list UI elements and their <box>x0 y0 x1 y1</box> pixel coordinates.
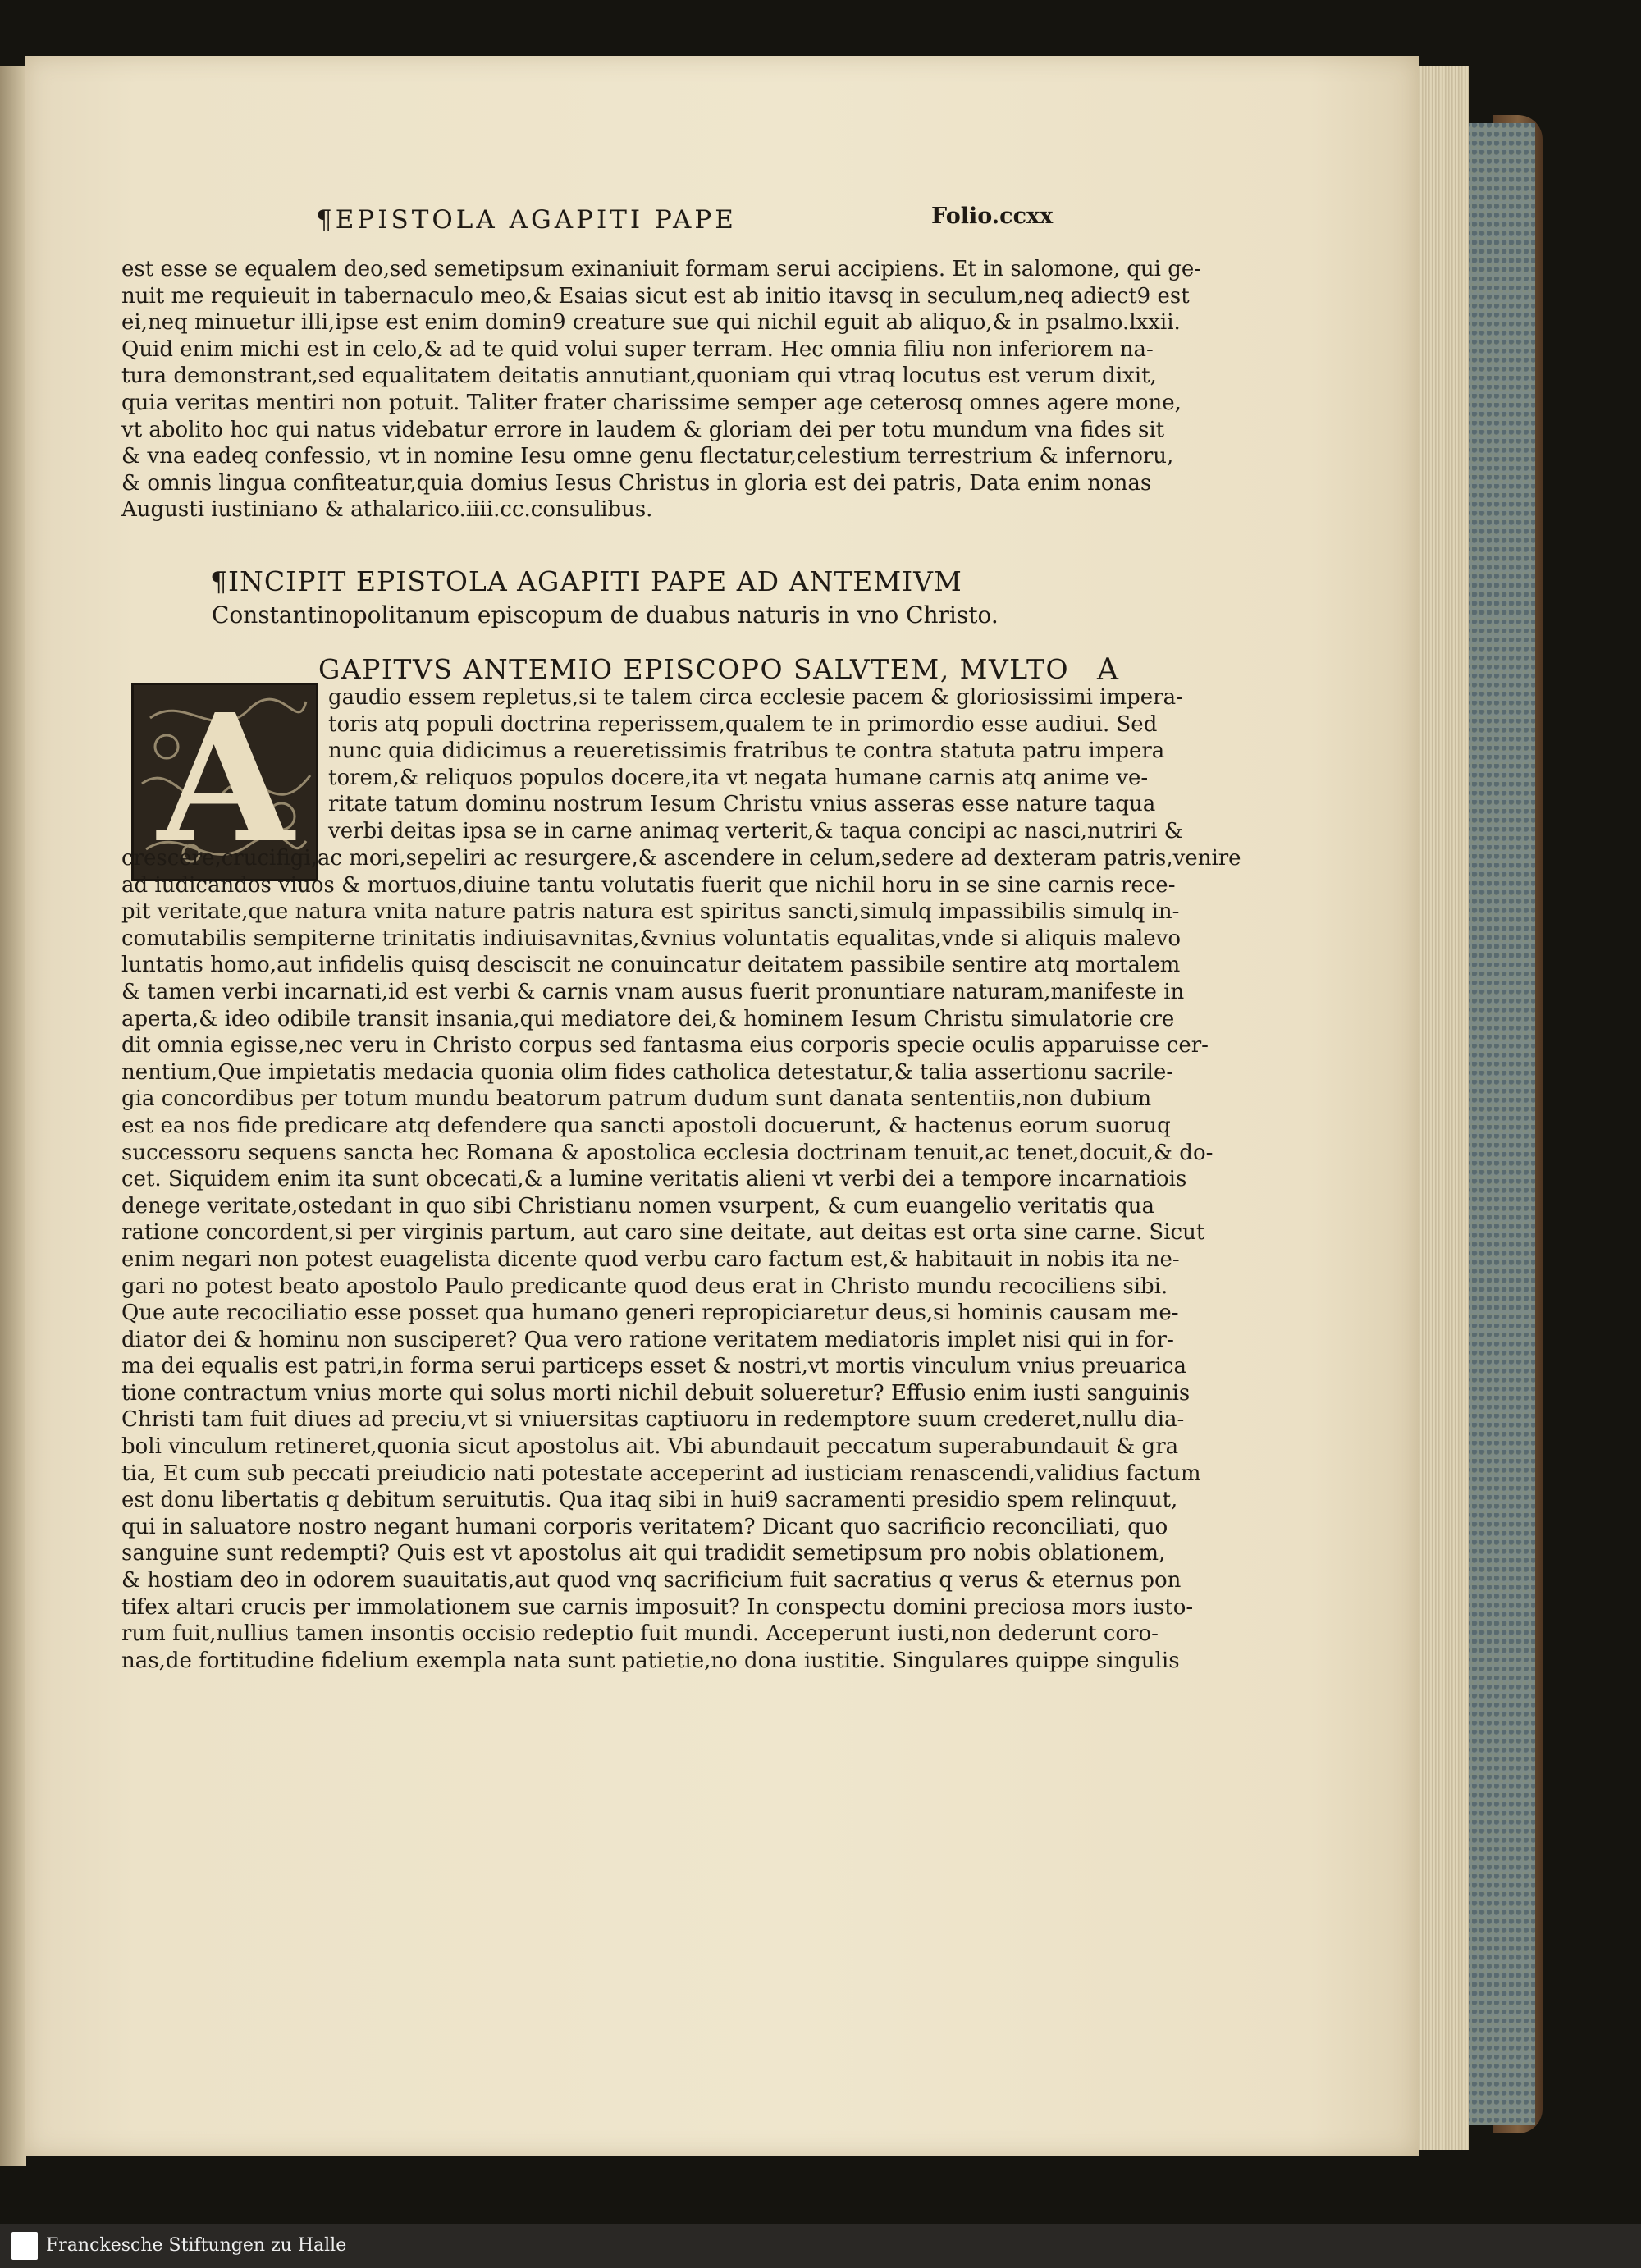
running-title: ¶EPISTOLA AGAPITI PAPE <box>316 205 737 235</box>
text-line: qui in saluatore nostro negant humani corporis veritatem? Dicant quo sacrificio reconciliati, quo <box>121 1514 1168 1539</box>
text-line: torem,& reliquos populos docere,ita vt negata humane carnis atq anime ve- <box>328 765 1149 790</box>
text-line: & vna eadeq confessio, vt in nomine Iesu omne genu flectatur,celestium terrestrium & infernoru, <box>121 444 1174 469</box>
initial-letter: A <box>157 676 295 882</box>
text-line: toris atq populi doctrina reperissem,qualem te in primordio esse audiui. Sed <box>328 711 1158 737</box>
institution-logo-icon <box>11 2232 38 2260</box>
incipit-heading: ¶INCIPIT EPISTOLA AGAPITI PAPE AD ANTEMIVM <box>210 565 962 597</box>
text-line: nuit me requieuit in tabernaculo meo,& Esaias sicut est ab initio itavsq in seculum,neq adiect9 est <box>121 283 1190 309</box>
text-line: nas,de fortitudine fidelium exempla nata sunt patietie,no dona iustitie. Singulares quippe singulis <box>121 1648 1180 1673</box>
text-line: nunc quia didicimus a reueretissimis fratribus te contra statuta patru impera <box>328 738 1165 764</box>
text-line: ei,neq minuetur illi,ipse est enim domin9 creature sue qui nichil eguit ab aliquo,& in psalmo.lxxii. <box>121 310 1181 336</box>
text-line: successoru sequens sancta hec Romana & apostolica ecclesia doctrinam tenuit,ac tenet,docuit,& do- <box>121 1140 1214 1165</box>
text-line: aperta,& ideo odibile transit insania,qui mediatore dei,& hominem Iesum Christu simulatorie cre <box>121 1006 1175 1031</box>
text-line: ratione concordent,si per virginis partum, aut caro sine deitate, aut deitas est orta sine carne. Sicut <box>121 1220 1205 1246</box>
text-line: vt abolito hoc qui natus videbatur errore in laudem & gloriam dei per totu mundum vna fides sit <box>121 417 1165 442</box>
text-line: gaudio essem repletus,si te talem circa ecclesie pacem & gloriosissimi impera- <box>328 685 1183 710</box>
text-line: ritate tatum dominu nostrum Iesum Christu vnius asseras esse nature taqua <box>328 792 1156 817</box>
text-line: pit veritate,que natura vnita nature patris natura est spiritus sancti,simulq impassibilis simulq in- <box>121 899 1180 925</box>
margin-letter: A <box>1097 653 1118 687</box>
text-line: comutabilis sempiterne trinitatis indiuisavnitas,&vnius voluntatis equalitas,vnde si aliquis malevo <box>121 926 1182 951</box>
text-line: Quid enim michi est in celo,& ad te quid volui super terram. Hec omnia filiu non inferiorem na- <box>121 336 1154 362</box>
text-line: cet. Siquidem enim ita sunt obcecati,& a lumine veritatis alieni vt verbi dei a tempore incarnatiois <box>121 1167 1187 1192</box>
top-paragraph <box>121 256 1202 524</box>
text-line: est donu libertatis q debitum seruitutis. Qua itaq sibi in hui9 sacramenti presidio spem relinquut, <box>121 1488 1178 1513</box>
salutation-line: GAPITVS ANTEMIO EPISCOPO SALVTEM, MVLTO <box>318 653 1070 685</box>
viewer-footer <box>0 2224 1641 2268</box>
text-beside-initial <box>328 684 1183 845</box>
text-line: gari no potest beato apostolo Paulo predicante quod deus erat in Christo mundu recociliens sibi. <box>121 1273 1168 1299</box>
text-line: crescere,crucifigi,ac mori,sepeliri ac resurgere,& ascendere in celum,sedere ad dexteram patris,venire <box>121 846 1241 871</box>
text-line: dit omnia egisse,nec veru in Christo corpus sed fantasma eius corporis specie oculis apparuisse cer- <box>121 1033 1209 1059</box>
text-line: tura demonstrant,sed equalitatem deitatis annutiant,quoniam qui vtraq locutus est verum dixit, <box>121 364 1157 389</box>
text-line: denege veritate,ostedant in quo sibi Christianu nomen vsurpent, & cum euangelio veritatis qua <box>121 1193 1155 1219</box>
text-line: est esse se equalem deo,sed semetipsum exinaniuit formam serui accipiens. Et in salomone, qui ge- <box>121 257 1202 281</box>
institution-name: Franckesche Stiftungen zu Halle <box>46 2235 347 2256</box>
text-line: nentium,Que impietatis medacia quonia olim fides catholica detestatur,& talia assertionu sacrile- <box>121 1059 1174 1085</box>
text-line: boli vinculum retineret,quonia sicut apostolus ait. Vbi abundauit peccatum superabundauit & gra <box>121 1434 1179 1460</box>
text-line: diator dei & hominu non susciperet? Qua vero ratione veritatem mediatoris implet nisi qui in for- <box>121 1327 1174 1352</box>
text-line: enim negari non potest euagelista dicente quod verbu caro factum est,& habitauit in nobis ita ne- <box>121 1246 1180 1272</box>
text-line: Christi tam fuit diues ad preciu,vt si vniuersitas captiuoru in redemptore suum crederet,nullu dia- <box>121 1407 1185 1433</box>
text-line: gia concordibus per totum mundu beatorum patrum dudum sunt danata sententiis,non dubium <box>121 1086 1152 1112</box>
text-line: & hostiam deo in odorem suauitatis,aut quod vnq sacrificium fuit sacratius q verus & eternus pon <box>121 1568 1182 1594</box>
text-line: sanguine sunt redempti? Quis est vt apostolus ait qui tradidit semetipsum pro nobis oblationem, <box>121 1541 1166 1566</box>
text-line: rum fuit,nullius tamen insontis occisio redeptio fuit mundi. Acceperunt iusti,non dederunt coro- <box>121 1621 1159 1647</box>
text-line: & tamen verbi incarnati,id est verbi & carnis vnam ausus fuerit pronuntiare naturam,manifeste in <box>121 979 1185 1004</box>
text-line: tione contractum vnius morte qui solus morti nichil debuit solueretur? Effusio enim iusti sanguinis <box>121 1380 1191 1406</box>
text-line: luntatis homo,aut infidelis quisq desciscit ne conuincatur deitatem passibile sentire atq mortalem <box>121 953 1181 978</box>
text-line: ma dei equalis est patri,in forma serui particeps esset & nostri,vt mortis vinculum vnius preuarica <box>121 1354 1186 1379</box>
text-line: Augusti iustiniano & athalarico.iiii.cc.consulibus. <box>121 497 653 523</box>
text-line: Que aute recociliatio esse posset qua humano generi repropiciaretur deus,si hominis causam me- <box>121 1301 1179 1326</box>
folio-number: Folio.ccxx <box>931 203 1054 229</box>
incipit-subtitle: Constantinopolitanum episcopum de duabus naturis in vno Christo. <box>212 601 999 629</box>
text-line: tifex altari crucis per immolationem sue carnis imposuit? In conspectu domini preciosa mors iusto- <box>121 1594 1194 1620</box>
text-line: tia, Et cum sub peccati preiudicio nati potestate acceperint ad iusticiam renascendi,validius factum <box>121 1461 1201 1486</box>
text-line: ad iudicandos viuos & mortuos,diuine tantu volutatis fuerit que nichil horu in se sine carnis rece- <box>121 872 1176 898</box>
text-line: quia veritas mentiri non potuit. Taliter frater charissime semper age ceterosq omnes agere mone, <box>121 390 1182 415</box>
text-line: est ea nos fide predicare atq defendere qua sancti apostoli docuerunt, & hactenus eorum suoruq <box>121 1113 1171 1138</box>
text-line: verbi deitas ipsa se in carne animaq verterit,& taqua concipi ac nasci,nutriri & <box>328 818 1183 844</box>
main-body-text <box>121 845 1241 1674</box>
text-line: & omnis lingua confiteatur,quia domius Iesus Christus in gloria est dei patris, Data enim nonas <box>121 470 1152 496</box>
